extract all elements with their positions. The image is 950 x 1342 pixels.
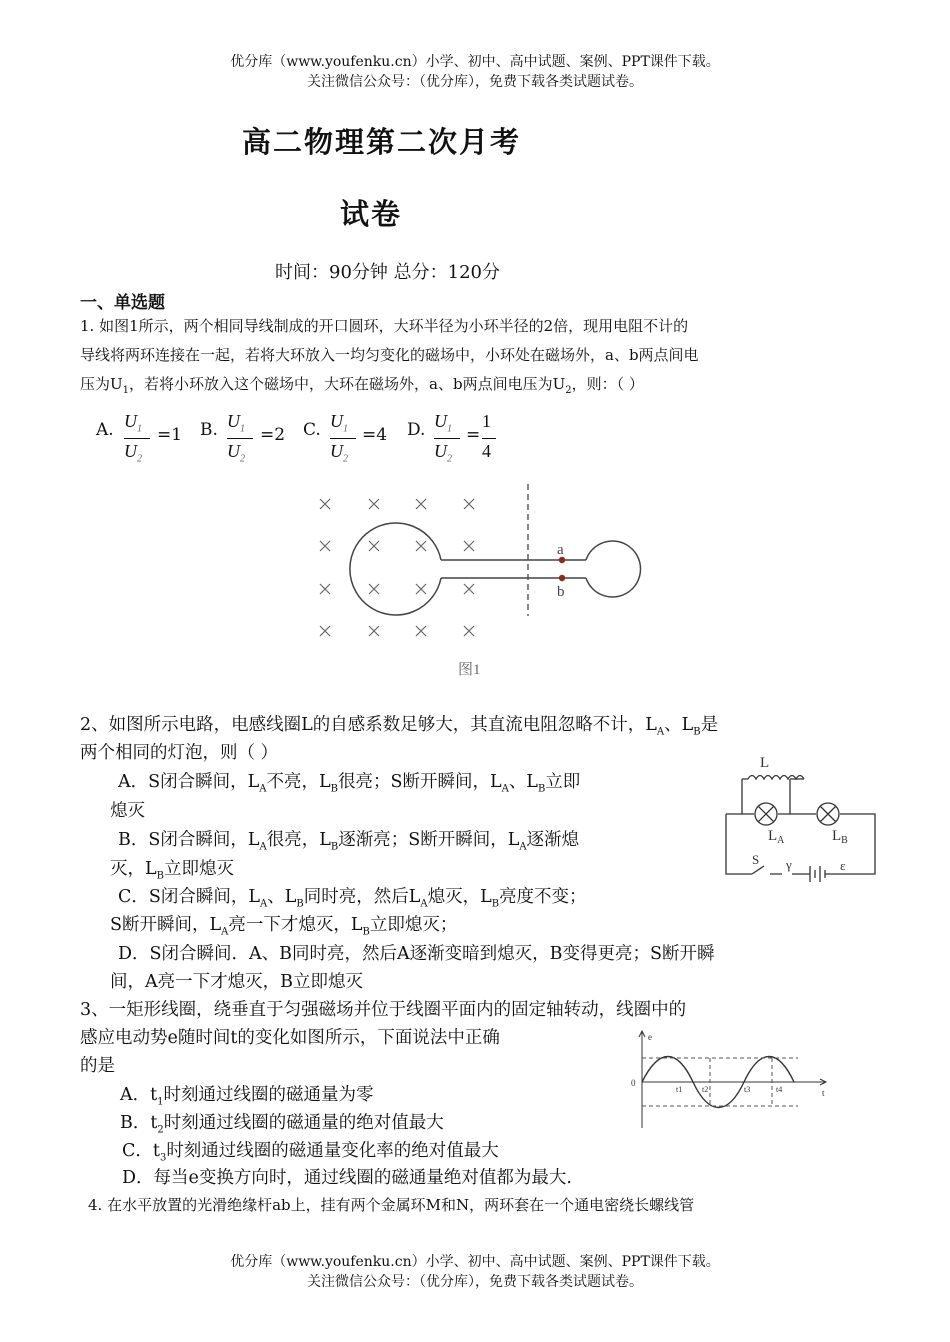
q2-option-b-line-2: 灭，$L_B$立即熄灭 [110,859,234,882]
figure-circuit [720,750,880,890]
q2-option-d-line-2: 间，A亮一下才熄灭，B立即熄灭 [110,972,363,992]
q1-option-d-label: D. [407,420,426,440]
q1-line-2: 导线将两环连接在一起，若将大环放入一均匀变化的磁场中，小环处在磁场外，a、b两点间电 [80,346,699,364]
q3-option-d: D．每当e变换方向时，通过线圈的磁通量绝对值都为最大. [122,1168,572,1188]
graph-label-t3: t3 [744,1085,751,1094]
q2-option-a-line-1: A．S闭合瞬间，$L_A$不亮，$L_B$很亮；S断开瞬间，$L_A$、$L_B$立即 [118,772,581,795]
point-b [559,575,565,581]
q2-line-1: 2、如图所示电路，电感线圈L的自感系数足够大，其直流电阻忽略不计，$L_A$、$L_B$是 [80,715,719,738]
graph-label-t4: t4 [776,1085,783,1094]
q1-line-1: 1. 如图1所示，两个相同导线制成的开口圆环，大环半径为小环半径的2倍，现用电阻不计的 [80,317,689,335]
q1-option-a-value: =1 [157,425,183,445]
circuit-label-r: γ [786,857,792,872]
q1-option-c-label: C. [303,420,321,440]
footer-line-2: 关注微信公众号：（优分库），免费下载各类试题试卷。 [307,1274,643,1290]
label-a: a [557,542,564,558]
graph-label-0: 0 [631,1078,636,1088]
header-line-2: 关注微信公众号：（优分库），免费下载各类试题试卷。 [307,74,643,90]
q2-option-c-line-1: C．S闭合瞬间，$L_A$、$L_B$同时亮，然后$L_A$熄灭，$L_B$亮度不变； [118,887,587,910]
q2-option-a-line-2: 熄灭 [110,801,145,821]
graph-label-e: e [648,1032,652,1042]
large-ring [350,523,441,615]
q3-line-3: 的是 [80,1056,115,1076]
switch-icon [752,866,764,874]
page-title: 高二物理第二次月考 [242,125,522,159]
q3-line-2: 感应电动势e随时间t的变化如图所示，下面说法中正确 [80,1028,500,1048]
q4-line-1: 4. 在水平放置的光滑绝缘杆ab上，挂有两个金属环M和N，两环套在一个通电密绕长螺线管 [88,1196,695,1214]
battery-icon [800,866,840,882]
q1-option-d-equals: = [466,425,481,445]
connecting-wires [441,560,586,578]
circuit-wires [726,779,875,874]
circuit-label-emf: ε [840,858,846,873]
graph-label-t: t [822,1088,825,1098]
page-subtitle: 试卷 [340,197,403,231]
circuit-label-s: S [752,852,760,867]
figure-emf-graph [626,1028,836,1132]
graph-label-t2: t2 [702,1085,709,1094]
exam-meta: 时间：90分钟 总分：120分 [275,262,500,283]
q1-option-b-value: =2 [260,425,286,445]
q3-option-a: A．$t_1$时刻通过线圈的磁通量为零 [120,1085,374,1108]
q3-option-b: B．$t_2$时刻通过线圈的磁通量的绝对值最大 [120,1113,444,1136]
small-ring [586,541,641,597]
q3-line-1: 3、一矩形线圈，绕垂直于匀强磁场并位于线圈平面内的固定轴转动，线圈中的 [80,1000,687,1020]
footer-line-1: 优分库（www.youfenku.cn）小学、初中、高中试题、案例、PPT课件下载。 [230,1254,720,1270]
figure-1 [300,478,660,688]
q1-option-b-label: B. [200,420,218,440]
label-b: b [557,584,565,600]
circuit-label-L: L [760,755,770,771]
q2-option-d-line-1: D．S闭合瞬间．A、B同时亮，然后A逐渐变暗到熄灭，B变得更亮；S断开瞬 [118,944,715,964]
q1-option-c-value: =4 [362,425,388,445]
q1-option-a-label: A. [96,420,114,440]
graph-label-t1: t1 [676,1085,683,1094]
header-line-1: 优分库（www.youfenku.cn）小学、初中、高中试题、案例、PPT课件下载。 [230,54,720,70]
section-heading: 一、单选题 [80,293,165,313]
q1-line-3: 压为$U_1$，若将小环放入这个磁场中，大环在磁场外，a、b两点间电压为$U_2$，则：（ ） [80,375,644,396]
q2-option-c-line-2: S断开瞬间，$L_A$亮一下才熄灭，$L_B$立即熄灭； [110,915,458,938]
q2-line-2: 两个相同的灯泡，则（ ） [80,743,279,763]
q2-option-b-line-1: B．S闭合瞬间，$L_A$很亮，$L_B$逐渐亮；S断开瞬间，$L_A$逐渐熄 [118,830,580,853]
q3-option-c: C．$t_3$时刻通过线圈的磁通量变化率的绝对值最大 [122,1141,499,1164]
figure-1-caption: 图1 [458,662,481,678]
circuit-label-la: $L_A$ [768,828,785,846]
circuit-label-lb: $L_B$ [832,828,848,846]
